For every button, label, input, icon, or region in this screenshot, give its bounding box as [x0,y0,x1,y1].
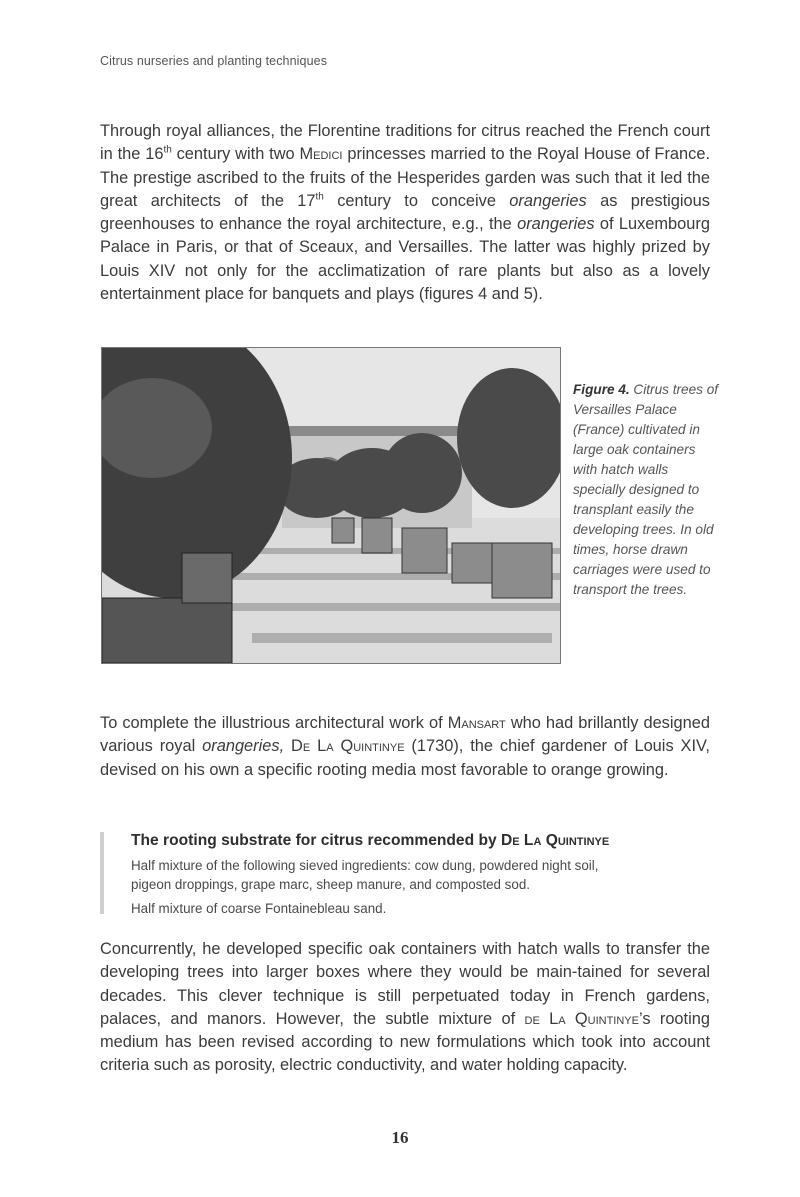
text-run [284,737,291,755]
paragraph-oak-containers [100,938,710,1078]
palace-balustrade [282,426,472,436]
text-run: as prestigious greenhouses to enhance the royal architecture, e.g., the [100,191,710,234]
planter-second [182,553,232,603]
text-run: Concurrently, he developed specific oak containers with hatch walls to transfer the developing trees into larger boxes where they would be main-tained for several decades. This clever technique is still perpetuated today in French gardens, palaces, and manors. However, the subtle mixture of [100,940,710,1028]
name-quintinye: de La Quintinye [524,1009,639,1028]
page-number: 16 [391,1128,409,1147]
box-title-text: The rooting substrate for citrus recommended by [131,832,501,849]
box-line: pigeon droppings, grape marc, sheep manure, and composted sod. [131,877,530,892]
figure-label: Figure 4. [573,382,630,397]
name-mansart: Mansart [447,714,506,732]
box-line: Half mixture of coarse Fontainebleau sand. [131,901,387,916]
italic-term: orangeries [517,215,595,234]
photo-illustration [102,348,560,663]
figure-caption [573,380,723,600]
superscript: th [315,191,324,203]
paragraph-mansart [100,712,710,782]
name-quintinye: De La Quintinye [291,737,405,756]
box-side-bar [100,832,104,914]
text-run: of Luxembourg Palace in Paris, or that of Sceaux, and Versailles. The latter was highly prized by Louis XIV not only for the acclimatization of rare plants but also as a lovely entertainment place for banquets and plays (figures 4 and 5). [100,215,710,304]
running-head: Citrus nurseries and planting techniques [100,54,328,68]
text-run: Through royal alliances, the Florentine traditions for citrus reached the French court in the 16 [100,122,710,164]
superscript: th [163,144,172,156]
box-title-name: De La Quintinye [500,832,610,849]
box-line: Half mixture of the following sieved ingredients: cow dung, powdered night soil, [131,858,599,873]
text-run: century to conceive [323,191,510,210]
figure-photo-versailles [101,347,561,664]
text-run: To complete the illustrious architectural work of [100,714,448,732]
name-medici: Medici [299,145,343,164]
paragraph-royal-alliances [100,120,710,306]
caption-text: Citrus trees of Versailles Palace (France) cultivated in large oak containers with hatch walls specially designed to transplant easily the developing trees. In old times, horse drawn carriages were used to transport the trees. [573,382,719,597]
foreground-planter [102,598,232,663]
box-title [131,832,609,850]
text-run: princesses married to the Royal House of France. The prestige ascribed to the fruits of the Hesperides garden was such that it led the great architects of the 17 [100,145,710,210]
text-run: who had brillantly designed various royal [100,714,710,756]
text-run: century with two [171,145,300,164]
italic-term: orangeries, [202,737,285,756]
text-run: (1730), the chief gardener of Louis XIV, devised on his own a specific rooting media most favorable to orange growing. [100,737,710,779]
italic-term: orangeries [509,191,587,210]
text-run: ’s rooting medium has been revised according to new formulations which took into account criteria such as porosity, electric conductivity, and water holding capacity. [100,1009,710,1075]
